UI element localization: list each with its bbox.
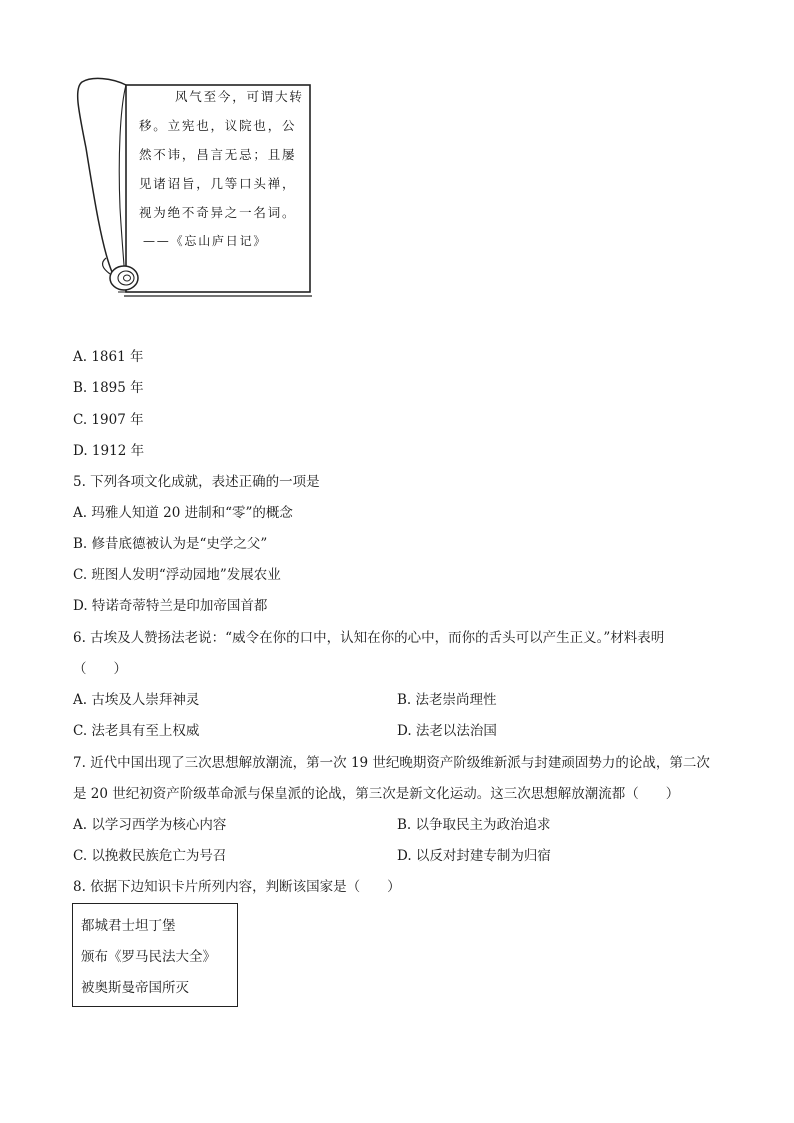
q6-option-b: B. 法老崇尚理性 [397,692,497,708]
q7-option-d: D. 以反对封建专制为归宿 [397,848,551,864]
q6-stem: 6. 古埃及人赞扬法老说：“威令在你的口中，认知在你的心中，而你的舌头可以产生正义。”材料表明 [73,630,665,646]
card-line: 被奥斯曼帝国所灭 [81,980,189,996]
scroll-text-line: 风气至今，可谓大转 [175,89,304,104]
q5-option-a: A. 玛雅人知道 20 进制和“零”的概念 [73,505,293,521]
card-line: 颁布《罗马民法大全》 [81,949,216,965]
scroll-source: ——《忘山庐日记》 [143,234,268,248]
scroll-text-line: 视为绝不奇异之一名词。 [139,205,297,220]
q6-stem-bracket: （ ） [73,661,127,677]
q7-stem: 7. 近代中国出现了三次思想解放潮流，第一次 19 世纪晚期资产阶级维新派与封建顽固势力的论战，第二次 [73,755,710,771]
scroll-text-line: 见诸诏旨，几等口头禅， [139,176,297,191]
q8-stem: 8. 依据下边知识卡片所列内容，判断该国家是（ ） [73,879,401,895]
q7-option-b: B. 以争取民主为政治追求 [397,817,551,833]
q4-option-a: A. 1861 年 [73,349,144,365]
knowledge-card [72,903,238,1007]
q7-stem-line2: 是 20 世纪初资产阶级革命派与保皇派的论战，第三次是新文化运动。这三次思想解放潮流都（ ） [73,786,680,802]
q4-option-d: D. 1912 年 [73,443,145,459]
q4-option-c: C. 1907 年 [73,412,144,428]
q6-option-a: A. 古埃及人崇拜神灵 [73,692,200,708]
q7-option-a: A. 以学习西学为核心内容 [73,817,227,833]
scroll-text [139,82,307,256]
q7-option-c: C. 以挽救民族危亡为号召 [73,848,227,864]
q4-option-b: B. 1895 年 [73,380,144,396]
q6-option-c: C. 法老具有至上权威 [73,723,200,739]
scroll-text-line: 移。立宪也，议院也，公 [139,118,297,133]
card-line: 都城君士坦丁堡 [81,918,176,934]
q6-option-d: D. 法老以法治国 [397,723,497,739]
q5-option-d: D. 特诺奇蒂特兰是印加帝国首都 [73,598,268,614]
q5-stem: 5. 下列各项文化成就，表述正确的一项是 [73,474,320,490]
q5-option-b: B. 修昔底德被认为是“史学之父” [73,536,268,552]
q5-option-c: C. 班图人发明“浮动园地”发展农业 [73,567,281,583]
scroll-text-line: 然不讳，昌言无忌；且屡 [139,147,297,162]
